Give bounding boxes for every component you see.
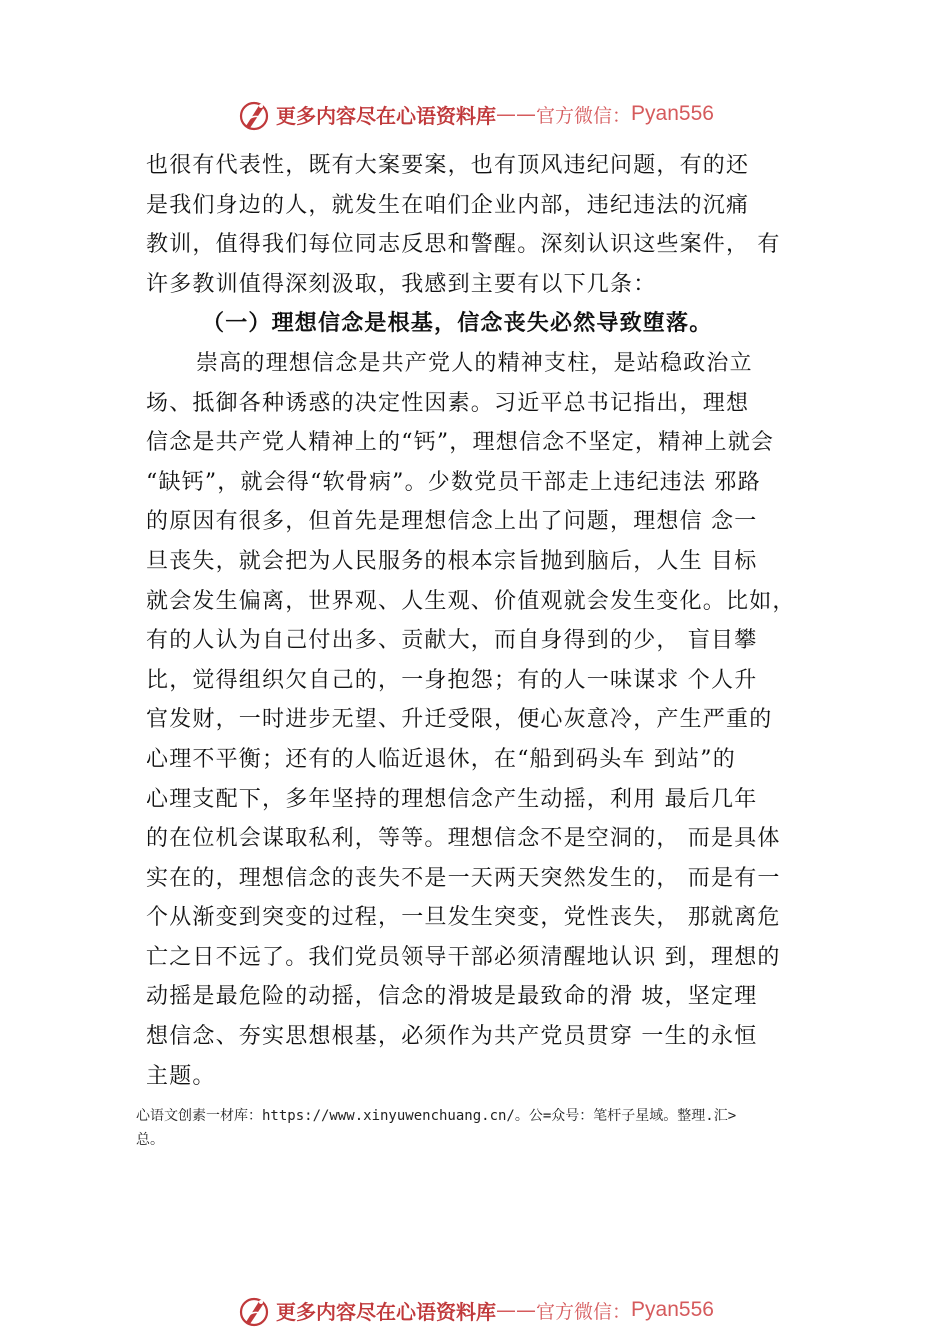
banner-main-text: 更多内容尽在心语资料库: [276, 103, 497, 128]
document-body: [146, 146, 846, 1096]
banner-dash: ——: [496, 102, 537, 126]
source-footnote: [136, 1104, 836, 1152]
text-line: 旦丧失，就会把为人民服务的根本宗旨抛到脑后，人生 目标: [146, 548, 758, 574]
text-line: 的在位机会谋取私利，等等。理想信念不是空洞的， 而是具体: [146, 826, 781, 852]
banner-main-text: 更多内容尽在心语资料库: [276, 1299, 497, 1324]
pen-nib-logo-icon: [236, 1292, 272, 1328]
text-line: 亡之日不远了。我们党员领导干部必须清醒地认识 到，理想的: [146, 944, 781, 970]
text-line: 场、抵御各种诱惑的决定性因素。习近平总书记指出，理想: [146, 390, 750, 416]
text-line: 也很有代表性，既有大案要案，也有顶风违纪问题，有的还: [146, 153, 750, 178]
text-line: 主题。: [146, 1063, 216, 1089]
text-line: 有的人认为自己付出多、贡献大，而自身得到的少， 盲目攀: [146, 628, 758, 654]
text-line: 许多教训值得深刻汲取，我感到主要有以下几条：: [146, 271, 657, 297]
footnote-line: 总。: [136, 1132, 164, 1148]
text-line: 心理支配下，多年坚持的理想信念产生动摇，利用 最后几年: [146, 786, 758, 812]
text-line: 心理不平衡；还有的人临近退休，在“船到码头车 到站”的: [146, 746, 736, 772]
text-line: 教训，值得我们每位同志反思和警醒。深刻认识这些案件， 有: [146, 232, 781, 258]
text-line: 就会发生偏离，世界观、人生观、价值观就会发生变化。比如，: [146, 588, 796, 614]
pen-nib-logo-icon: [236, 96, 272, 132]
banner-wechat-id: Pyan556: [631, 1298, 714, 1321]
footer-banner: [0, 1290, 950, 1330]
banner-label: 官方微信：: [536, 1300, 632, 1323]
text-line: 崇高的理想信念是共产党人的精神支柱，是站稳政治立: [196, 350, 753, 376]
section-heading: （一）理想信念是根基，信念丧失必然导致堕落。: [202, 310, 713, 337]
text-line: 是我们身边的人，就发生在咱们企业内部，违纪违法的沉痛: [146, 192, 750, 218]
text-line: 动摇是最危险的动摇，信念的滑坡是最致命的滑 坡，坚定理: [146, 984, 758, 1010]
text-line: 信念是共产党人精神上的“钙”，理想信念不坚定，精神上就会: [146, 430, 775, 456]
banner-wechat-id: Pyan556: [631, 102, 714, 125]
footnote-line: 心语文创素一材库：https://www.xinyuwenchuang.cn/。公=众号：笔杆子星域。整理.汇>: [136, 1108, 737, 1124]
header-banner: [0, 94, 950, 134]
text-line: “缺钙”，就会得“软骨病”。少数党员干部走上违纪违法 邪路: [146, 469, 761, 495]
text-line: 的原因有很多，但首先是理想信念上出了问题，理想信 念一: [146, 509, 758, 535]
text-line: 个从渐变到突变的过程，一旦发生突变，党性丧失， 那就离危: [146, 905, 781, 931]
text-line: 比，觉得组织欠自己的，一身抱怨；有的人一味谋求 个人升: [146, 667, 758, 693]
banner-label: 官方微信：: [536, 104, 632, 127]
text-line: 想信念、夯实思想根基，必须作为共产党员贯穿 一生的永恒: [146, 1024, 758, 1050]
banner-dash: ——: [496, 1298, 537, 1322]
text-line: 官发财，一时进步无望、升迁受限，便心灰意冷，产生严重的: [146, 707, 773, 733]
text-line: 实在的，理想信念的丧失不是一天两天突然发生的， 而是有一: [146, 865, 781, 891]
